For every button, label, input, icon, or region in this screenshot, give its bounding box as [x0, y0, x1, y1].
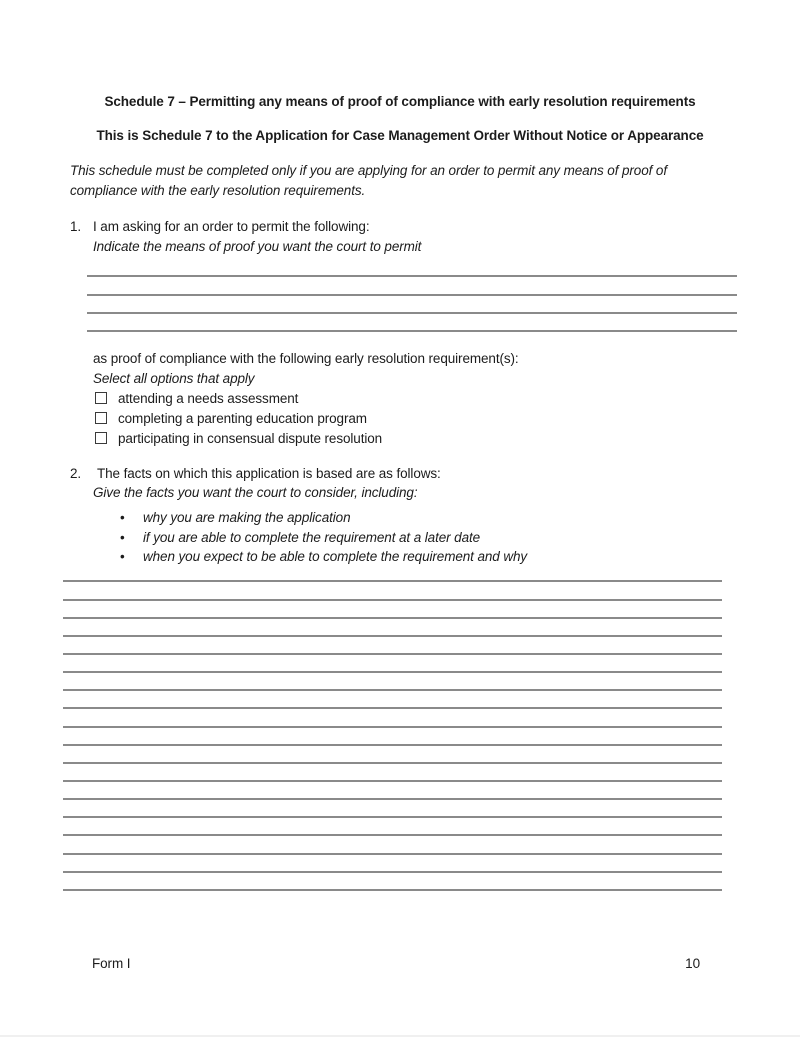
- item-1-number: 1.: [70, 219, 82, 234]
- write-in-line: [87, 296, 737, 314]
- option-row-needs-assessment: [95, 389, 298, 408]
- option-label: completing a parenting education program: [118, 411, 367, 426]
- write-in-line: [63, 818, 722, 836]
- bullet-icon: [120, 528, 143, 547]
- option-label: participating in consensual dispute resolution: [118, 431, 383, 446]
- write-in-line: [63, 691, 722, 709]
- bullet-item: [120, 547, 527, 566]
- write-in-line: [63, 601, 722, 619]
- bullet-icon: [120, 508, 143, 527]
- write-in-line: [63, 564, 722, 582]
- item-2-instruction: Give the facts you want the court to consider, including:: [93, 485, 418, 500]
- footer-form-label: Form I: [92, 956, 131, 971]
- bullet-text: when you expect to be able to complete the requirement and why: [143, 549, 528, 564]
- footer-page-number: 10: [685, 956, 700, 971]
- write-in-line: [63, 782, 722, 800]
- item-2-text: The facts on which this application is based are as follows:: [97, 466, 441, 481]
- item-1-write-in-area: [87, 259, 737, 332]
- write-in-line: [63, 582, 722, 600]
- write-in-line: [63, 728, 722, 746]
- bullet-text: if you are able to complete the requirement at a later date: [143, 529, 481, 545]
- intro-instruction-line-1: This schedule must be completed only if you are applying for an order to permit any means of proof of: [70, 163, 667, 178]
- checkbox-parenting-education-program[interactable]: [95, 412, 107, 424]
- item-1-text: I am asking for an order to permit the following:: [93, 219, 370, 234]
- write-in-line: [63, 655, 722, 673]
- write-in-line: [63, 673, 722, 691]
- item-2-number: 2.: [70, 466, 82, 481]
- option-row-parenting-program: [95, 409, 367, 428]
- option-row-dispute-resolution: [95, 429, 382, 448]
- item-1-select-instruction: Select all options that apply: [93, 371, 255, 386]
- schedule-subtitle: This is Schedule 7 to the Application for Case Management Order Without Notice or Appearance: [96, 128, 704, 143]
- intro-instruction-line-2: compliance with the early resolution requirements.: [70, 183, 366, 198]
- option-label: attending a needs assessment: [118, 391, 299, 406]
- write-in-line: [87, 277, 737, 295]
- item-2-write-in-area: [63, 564, 722, 891]
- write-in-line: [63, 746, 722, 764]
- write-in-line: [63, 637, 722, 655]
- item-1-instruction: Indicate the means of proof you want the court to permit: [93, 239, 422, 254]
- item-1-continuation: as proof of compliance with the following early resolution requirement(s):: [93, 351, 519, 366]
- write-in-line: [63, 836, 722, 854]
- write-in-line: [87, 314, 737, 332]
- write-in-line: [63, 764, 722, 782]
- write-in-line: [63, 800, 722, 818]
- bullet-text: why you are making the application: [143, 510, 351, 525]
- write-in-line: [63, 855, 722, 873]
- write-in-line: [63, 709, 722, 727]
- schedule-title: Schedule 7 – Permitting any means of proof of compliance with early resolution requirements: [104, 94, 696, 109]
- bullet-item: [120, 508, 350, 527]
- write-in-line: [63, 873, 722, 891]
- bullet-item: [120, 528, 480, 547]
- bullet-icon: [120, 547, 143, 566]
- checkbox-attending-needs-assessment[interactable]: [95, 392, 107, 404]
- write-in-line: [87, 259, 737, 277]
- write-in-line: [63, 619, 722, 637]
- checkbox-consensual-dispute-resolution[interactable]: [95, 432, 107, 444]
